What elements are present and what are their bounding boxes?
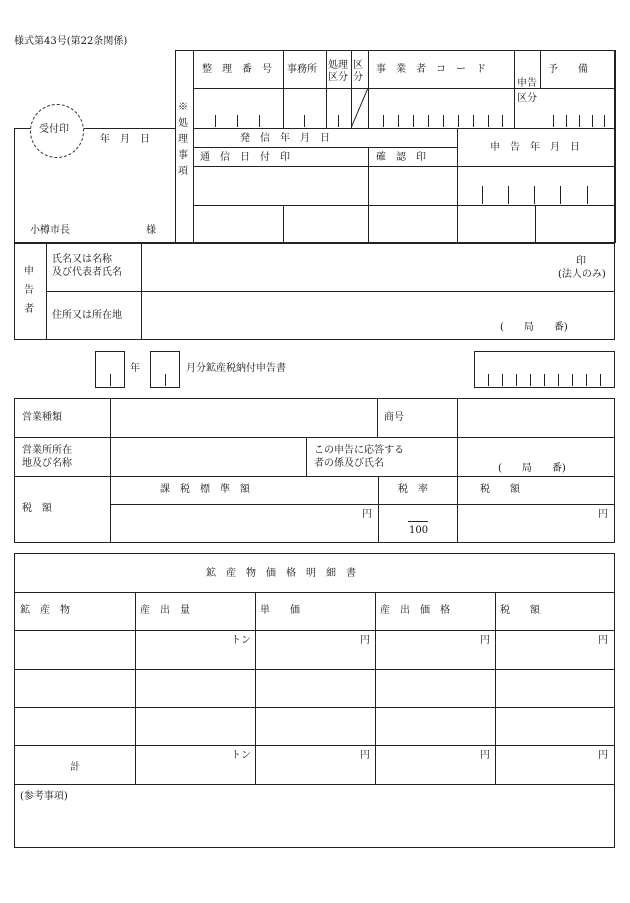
header-sanshutsuryo: 産 出 量 <box>140 605 190 616</box>
header-sanshutsu-kakaku: 産 出 価 格 <box>380 605 450 616</box>
eigyosho-label-2: 地及び名称 <box>22 458 72 469</box>
zeigaku-col-label: 税 額 <box>480 484 520 495</box>
unit-yen-row1-b: 円 <box>480 635 490 646</box>
yen-unit-1: 円 <box>362 509 372 520</box>
header-zeigaku: 税 額 <box>500 605 540 616</box>
jimusho-label: 事務所 <box>287 64 317 75</box>
filer-phone: ( 局 番) <box>500 322 568 333</box>
address-label: 住所又は所在地 <box>52 310 122 321</box>
form-id: 様式第43号(第22条関係) <box>14 36 128 47</box>
corp-only: (法人のみ) <box>558 269 606 280</box>
jigyosha-code-label: 事 業 者 コ ー ド <box>376 64 486 75</box>
ku-label: 区分 <box>353 60 363 83</box>
kazei-hyojun-label: 課 税 標 準 額 <box>160 484 250 495</box>
unit-ton-total: トン <box>231 750 251 761</box>
year-label: 年 <box>130 363 140 374</box>
header-tanka: 単 価 <box>260 605 300 616</box>
detail-table <box>14 553 615 848</box>
shori-kubun-label: 処理区分 <box>328 60 348 83</box>
yobi-label: 予 備 <box>548 64 588 75</box>
zeiritsu-label: 税 率 <box>398 484 428 495</box>
responder-label-1: この申告に応答する <box>314 445 404 456</box>
unit-ton-row1: トン <box>231 635 251 646</box>
receipt-date: 年 月 日 <box>100 134 150 145</box>
diagonal-line <box>351 88 368 128</box>
header-kosanbutsu: 鉱 産 物 <box>20 605 70 616</box>
shinkoku-date-label: 申 告 年 月 日 <box>490 142 580 153</box>
shogo-label: 商号 <box>384 412 404 423</box>
form-title: 月分鉱産税納付申告書 <box>186 363 286 374</box>
responder-label-2: 者の係及び氏名 <box>314 458 384 469</box>
honorific: 様 <box>146 225 156 236</box>
rate-denominator: 100 <box>409 525 429 536</box>
addressee: 小樽市長 <box>30 225 70 236</box>
eigyo-shurui-label: 営業種類 <box>22 412 62 423</box>
unit-yen-row1-c: 円 <box>598 635 608 646</box>
kakunin-label: 確 認 印 <box>376 152 426 163</box>
detail-title: 鉱 産 物 価 格 明 細 書 <box>206 568 356 579</box>
total-label: 計 <box>70 762 80 773</box>
unit-yen-row1-a: 円 <box>360 635 370 646</box>
eigyosho-label-1: 営業所所在 <box>22 445 72 456</box>
receipt-stamp-label: 受付印 <box>39 124 69 135</box>
zeigaku-label: 税 額 <box>22 503 52 514</box>
filer-side-label: 申告者 <box>24 266 34 315</box>
shinkoku-kubun-label: 申告区分 <box>517 78 537 104</box>
seiri-bango-label: 整 理 番 号 <box>202 64 272 75</box>
name-label-2: 及び代表者氏名 <box>52 267 122 278</box>
hasshin-date-label: 発 信 年 月 日 <box>240 133 330 144</box>
office-side-label: ※処理事項 <box>178 102 188 177</box>
unit-yen-total-b: 円 <box>480 750 490 761</box>
yen-unit-2: 円 <box>598 509 608 520</box>
name-label-1: 氏名又は名称 <box>52 254 112 265</box>
business-phone: ( 局 番) <box>498 463 566 474</box>
notes-label: (参考事項) <box>20 791 68 802</box>
seal-mark: 印 <box>576 256 586 267</box>
unit-yen-total-a: 円 <box>360 750 370 761</box>
unit-yen-total-c: 円 <box>598 750 608 761</box>
tsushin-date-label: 通 信 日 付 印 <box>200 152 290 163</box>
